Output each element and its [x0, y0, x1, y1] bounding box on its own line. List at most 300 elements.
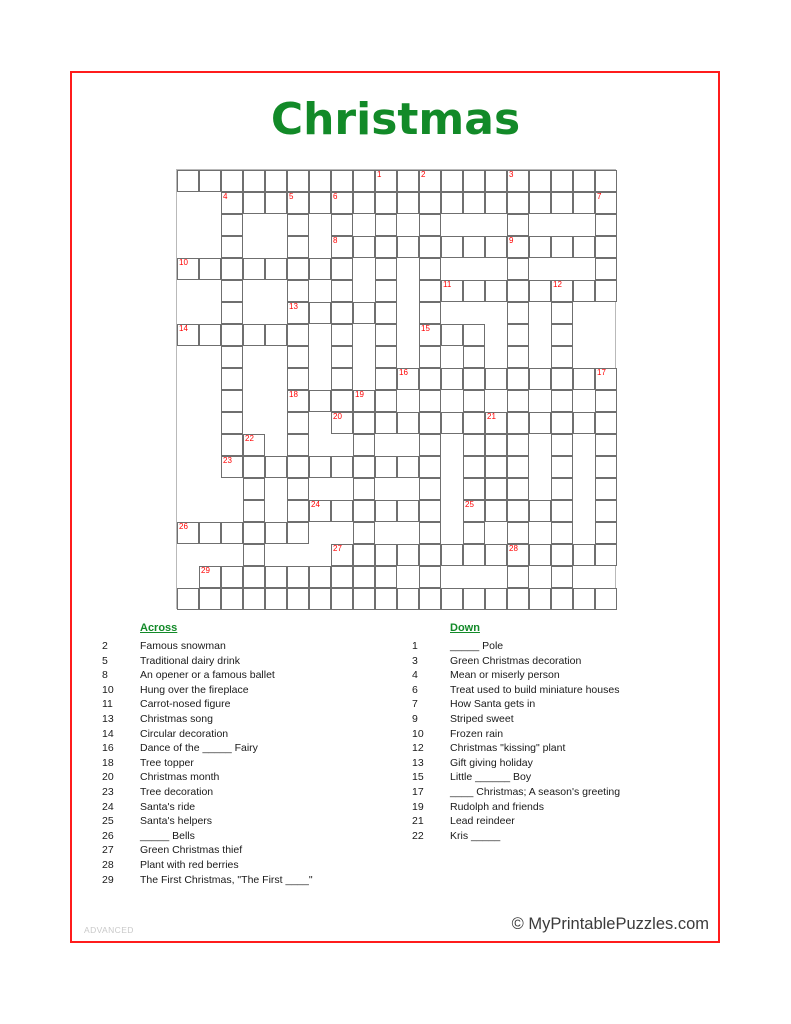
grid-cell[interactable] [287, 192, 309, 214]
clue-row [408, 741, 698, 756]
grid-cell[interactable] [287, 478, 309, 500]
grid-cell[interactable] [353, 302, 375, 324]
grid-cell[interactable] [507, 258, 529, 280]
grid-cell[interactable] [507, 368, 529, 390]
grid-cell[interactable] [529, 368, 551, 390]
crossword-grid-wrap [176, 169, 616, 609]
page-title: Christmas [270, 94, 521, 145]
grid-cell[interactable] [243, 258, 265, 280]
grid-cell[interactable] [507, 588, 529, 610]
clue-row [98, 712, 398, 727]
grid-cell[interactable] [221, 280, 243, 302]
grid-cell[interactable] [529, 588, 551, 610]
grid-cell[interactable] [177, 324, 199, 346]
grid-cell[interactable] [243, 170, 265, 192]
grid-cell[interactable] [287, 566, 309, 588]
grid-cell[interactable] [221, 302, 243, 324]
clue-text: ____ Christmas; A season's greeting [450, 785, 621, 798]
grid-cell[interactable] [529, 192, 551, 214]
grid-cell[interactable] [419, 258, 441, 280]
grid-cell[interactable] [573, 170, 595, 192]
grid-cell[interactable] [485, 478, 507, 500]
grid-cell[interactable] [353, 522, 375, 544]
grid-cell[interactable] [199, 324, 221, 346]
grid-cell[interactable] [595, 170, 617, 192]
grid-cell[interactable] [441, 544, 463, 566]
grid-cell[interactable] [265, 258, 287, 280]
grid-cell[interactable] [485, 500, 507, 522]
clue-row [408, 697, 698, 712]
grid-cell[interactable] [419, 456, 441, 478]
grid-cell[interactable] [221, 236, 243, 258]
grid-cell[interactable] [507, 192, 529, 214]
grid-cell[interactable] [551, 170, 573, 192]
grid-cell[interactable] [287, 214, 309, 236]
grid-cell[interactable] [419, 346, 441, 368]
grid-cell[interactable] [287, 258, 309, 280]
grid-cell[interactable] [243, 324, 265, 346]
grid-cell[interactable] [265, 170, 287, 192]
grid-cell[interactable] [463, 280, 485, 302]
grid-cell[interactable] [221, 170, 243, 192]
grid-cell[interactable] [441, 170, 463, 192]
grid-cell[interactable] [287, 500, 309, 522]
grid-cell[interactable] [441, 588, 463, 610]
clue-number: 26 [102, 829, 114, 842]
grid-cell[interactable] [507, 412, 529, 434]
grid-cell[interactable] [507, 280, 529, 302]
grid-cell[interactable] [287, 390, 309, 412]
grid-cell[interactable] [331, 192, 353, 214]
grid-cell[interactable] [485, 544, 507, 566]
grid-cell[interactable] [595, 258, 617, 280]
grid-cell[interactable] [287, 522, 309, 544]
grid-cell[interactable] [199, 566, 221, 588]
grid-cell[interactable] [507, 236, 529, 258]
grid-cell[interactable] [507, 566, 529, 588]
grid-cell-number: 7 [597, 192, 602, 201]
grid-cell[interactable] [507, 170, 529, 192]
grid-cell[interactable] [309, 588, 331, 610]
grid-cell[interactable] [353, 412, 375, 434]
grid-cell[interactable] [551, 522, 573, 544]
clue-row [98, 756, 398, 771]
grid-cell[interactable] [375, 236, 397, 258]
grid-cell[interactable] [441, 412, 463, 434]
grid-cell[interactable] [529, 170, 551, 192]
grid-cell[interactable] [595, 522, 617, 544]
grid-cell[interactable] [485, 170, 507, 192]
grid-cell[interactable] [375, 390, 397, 412]
grid-cell-number: 21 [487, 412, 496, 421]
grid-cell[interactable] [331, 544, 353, 566]
grid-cell[interactable] [397, 588, 419, 610]
grid-cell[interactable] [419, 566, 441, 588]
grid-cell[interactable] [397, 170, 419, 192]
grid-cell[interactable] [243, 192, 265, 214]
grid-cell[interactable] [265, 522, 287, 544]
grid-cell[interactable] [463, 544, 485, 566]
grid-cell[interactable] [331, 346, 353, 368]
grid-cell[interactable] [595, 544, 617, 566]
grid-cell[interactable] [419, 500, 441, 522]
grid-cell[interactable] [397, 456, 419, 478]
grid-cell[interactable] [419, 170, 441, 192]
clue-text: Kris _____ [450, 829, 501, 842]
grid-cell[interactable] [309, 500, 331, 522]
grid-cell[interactable] [507, 456, 529, 478]
grid-cell[interactable] [287, 588, 309, 610]
grid-cell[interactable] [529, 500, 551, 522]
clue-row [98, 785, 398, 800]
grid-cell[interactable] [353, 588, 375, 610]
grid-cell[interactable] [287, 302, 309, 324]
grid-cell[interactable] [331, 280, 353, 302]
grid-cell-number: 12 [553, 280, 562, 289]
grid-cell[interactable] [331, 566, 353, 588]
grid-cell[interactable] [331, 258, 353, 280]
grid-cell[interactable] [485, 368, 507, 390]
grid-cell[interactable] [199, 170, 221, 192]
grid-cell[interactable] [551, 192, 573, 214]
clue-text: Green Christmas decoration [450, 654, 582, 667]
grid-cell[interactable] [397, 412, 419, 434]
grid-cell[interactable] [485, 434, 507, 456]
grid-cell[interactable] [353, 192, 375, 214]
clue-text: Christmas song [140, 712, 213, 725]
clue-text: Santa's ride [140, 800, 196, 813]
grid-cell[interactable] [353, 236, 375, 258]
clue-number: 25 [102, 815, 114, 828]
grid-cell[interactable] [353, 566, 375, 588]
grid-cell[interactable] [595, 192, 617, 214]
grid-cell[interactable] [287, 456, 309, 478]
grid-cell[interactable] [419, 434, 441, 456]
grid-cell[interactable] [419, 280, 441, 302]
grid-cell[interactable] [419, 478, 441, 500]
grid-cell[interactable] [551, 500, 573, 522]
grid-cell[interactable] [309, 566, 331, 588]
grid-cell[interactable] [331, 302, 353, 324]
grid-cell[interactable] [551, 456, 573, 478]
grid-cell[interactable] [397, 192, 419, 214]
grid-cell[interactable] [287, 434, 309, 456]
grid-cell[interactable] [221, 324, 243, 346]
grid-cell[interactable] [507, 346, 529, 368]
grid-cell[interactable] [419, 368, 441, 390]
grid-cell[interactable] [551, 324, 573, 346]
clue-number: 12 [412, 742, 424, 755]
grid-cell[interactable] [529, 544, 551, 566]
grid-cell[interactable] [265, 566, 287, 588]
grid-cell[interactable] [243, 456, 265, 478]
grid-cell[interactable] [221, 214, 243, 236]
grid-cell[interactable] [287, 346, 309, 368]
grid-cell[interactable] [265, 192, 287, 214]
grid-cell[interactable] [529, 280, 551, 302]
grid-cell[interactable] [463, 368, 485, 390]
grid-cell[interactable] [177, 522, 199, 544]
grid-cell[interactable] [177, 588, 199, 610]
grid-cell[interactable] [177, 170, 199, 192]
grid-cell[interactable] [243, 522, 265, 544]
grid-cell[interactable] [507, 500, 529, 522]
grid-cell[interactable] [463, 192, 485, 214]
grid-cell[interactable] [221, 368, 243, 390]
grid-cell[interactable] [221, 588, 243, 610]
grid-cell[interactable] [331, 412, 353, 434]
grid-cell[interactable] [397, 500, 419, 522]
grid-cell[interactable] [573, 192, 595, 214]
grid-cell[interactable] [375, 412, 397, 434]
grid-cell[interactable] [485, 588, 507, 610]
grid-cell[interactable] [419, 192, 441, 214]
grid-cell[interactable] [287, 170, 309, 192]
grid-cell[interactable] [441, 192, 463, 214]
grid-cell[interactable] [419, 522, 441, 544]
grid-cell[interactable] [441, 324, 463, 346]
grid-cell-number: 9 [509, 236, 514, 245]
grid-cell[interactable] [309, 170, 331, 192]
grid-cell[interactable] [199, 588, 221, 610]
grid-cell[interactable] [331, 500, 353, 522]
footer-credit: © MyPrintablePuzzles.com [511, 915, 709, 933]
grid-cell[interactable] [221, 412, 243, 434]
clue-row [408, 683, 698, 698]
grid-cell[interactable] [419, 324, 441, 346]
clue-number: 24 [102, 800, 114, 813]
grid-cell[interactable] [573, 412, 595, 434]
grid-cell[interactable] [551, 434, 573, 456]
clue-number: 16 [102, 742, 114, 755]
grid-cell[interactable] [375, 280, 397, 302]
grid-cell[interactable] [331, 214, 353, 236]
grid-cell[interactable] [177, 258, 199, 280]
grid-cell[interactable] [287, 324, 309, 346]
grid-cell[interactable] [375, 588, 397, 610]
grid-cell[interactable] [595, 214, 617, 236]
grid-cell[interactable] [287, 236, 309, 258]
grid-cell[interactable] [463, 500, 485, 522]
grid-cell[interactable] [551, 544, 573, 566]
grid-cell[interactable] [507, 324, 529, 346]
grid-cell-number: 11 [443, 280, 452, 289]
grid-cell[interactable] [551, 346, 573, 368]
grid-cell[interactable] [463, 522, 485, 544]
grid-cell[interactable] [221, 566, 243, 588]
grid-cell[interactable] [375, 346, 397, 368]
grid-cell[interactable] [353, 170, 375, 192]
grid-cell[interactable] [309, 258, 331, 280]
grid-cell[interactable] [551, 412, 573, 434]
grid-cell[interactable] [595, 434, 617, 456]
grid-cell[interactable] [375, 214, 397, 236]
grid-cell[interactable] [419, 390, 441, 412]
grid-cell[interactable] [573, 368, 595, 390]
grid-cell[interactable] [375, 258, 397, 280]
grid-cell[interactable] [353, 478, 375, 500]
grid-cell[interactable] [375, 170, 397, 192]
grid-cell[interactable] [375, 368, 397, 390]
clue-text: Circular decoration [140, 727, 229, 740]
grid-cell[interactable] [221, 346, 243, 368]
grid-cell[interactable] [485, 280, 507, 302]
grid-cell[interactable] [287, 412, 309, 434]
grid-cell[interactable] [221, 522, 243, 544]
grid-cell[interactable] [353, 390, 375, 412]
grid-cell[interactable] [287, 280, 309, 302]
grid-cell[interactable] [199, 258, 221, 280]
grid-cell[interactable] [353, 434, 375, 456]
grid-cell[interactable] [221, 258, 243, 280]
grid-cell[interactable] [353, 456, 375, 478]
grid-cell[interactable] [485, 192, 507, 214]
grid-cell[interactable] [463, 346, 485, 368]
grid-cell[interactable] [463, 456, 485, 478]
grid-cell[interactable] [551, 566, 573, 588]
grid-cell-number: 28 [509, 544, 518, 553]
grid-cell[interactable] [551, 368, 573, 390]
grid-cell[interactable] [507, 302, 529, 324]
grid-cell[interactable] [551, 280, 573, 302]
grid-cell[interactable] [441, 368, 463, 390]
clue-row [98, 697, 398, 712]
clue-number: 23 [102, 785, 114, 798]
clue-number: 21 [412, 815, 424, 828]
grid-cell[interactable] [375, 302, 397, 324]
grid-cell[interactable] [331, 456, 353, 478]
grid-cell[interactable] [375, 456, 397, 478]
grid-cell[interactable] [265, 588, 287, 610]
grid-cell[interactable] [331, 588, 353, 610]
grid-cell[interactable] [507, 390, 529, 412]
grid-cell[interactable] [397, 368, 419, 390]
grid-cell[interactable] [243, 434, 265, 456]
grid-cell[interactable] [551, 478, 573, 500]
grid-cell[interactable] [463, 170, 485, 192]
grid-cell[interactable] [551, 236, 573, 258]
grid-cell[interactable] [595, 412, 617, 434]
crossword-grid[interactable] [176, 169, 616, 609]
grid-cell[interactable] [221, 390, 243, 412]
grid-cell[interactable] [419, 302, 441, 324]
grid-cell[interactable] [507, 214, 529, 236]
grid-cell[interactable] [507, 522, 529, 544]
grid-cell[interactable] [419, 588, 441, 610]
grid-cell[interactable] [441, 236, 463, 258]
grid-cell[interactable] [551, 390, 573, 412]
grid-cell[interactable] [573, 588, 595, 610]
grid-cell[interactable] [309, 302, 331, 324]
grid-cell[interactable] [529, 412, 551, 434]
grid-cell[interactable] [507, 434, 529, 456]
grid-cell[interactable] [419, 214, 441, 236]
grid-cell[interactable] [265, 456, 287, 478]
grid-cell[interactable] [331, 368, 353, 390]
grid-cell[interactable] [463, 236, 485, 258]
grid-cell[interactable] [221, 456, 243, 478]
grid-cell[interactable] [463, 478, 485, 500]
grid-cell[interactable] [353, 500, 375, 522]
grid-cell[interactable] [375, 500, 397, 522]
grid-cell[interactable] [243, 588, 265, 610]
grid-cell[interactable] [397, 544, 419, 566]
grid-cell[interactable] [595, 280, 617, 302]
grid-cell[interactable] [221, 192, 243, 214]
clue-number: 13 [412, 756, 424, 769]
grid-cell[interactable] [463, 412, 485, 434]
grid-cell[interactable] [573, 280, 595, 302]
grid-cell[interactable] [375, 566, 397, 588]
grid-cell[interactable] [595, 588, 617, 610]
grid-cell[interactable] [485, 236, 507, 258]
grid-cell[interactable] [419, 236, 441, 258]
clue-row [408, 785, 698, 800]
grid-cell[interactable] [243, 566, 265, 588]
grid-cell[interactable] [595, 478, 617, 500]
grid-cell[interactable] [331, 324, 353, 346]
grid-cell[interactable] [529, 236, 551, 258]
clue-row [98, 873, 398, 888]
grid-cell[interactable] [309, 390, 331, 412]
grid-cell[interactable] [595, 236, 617, 258]
grid-cell[interactable] [331, 170, 353, 192]
clue-row [408, 800, 698, 815]
grid-cell[interactable] [463, 588, 485, 610]
grid-cell[interactable] [595, 368, 617, 390]
grid-cell[interactable] [243, 500, 265, 522]
grid-cell[interactable] [265, 324, 287, 346]
grid-cell[interactable] [419, 544, 441, 566]
grid-cell-number: 20 [333, 412, 342, 421]
grid-cell-number: 22 [245, 434, 254, 443]
grid-cell[interactable] [551, 588, 573, 610]
clue-text: Frozen rain [450, 727, 504, 740]
grid-cell[interactable] [595, 500, 617, 522]
grid-cell[interactable] [485, 412, 507, 434]
grid-cell[interactable] [573, 236, 595, 258]
grid-cell[interactable] [463, 390, 485, 412]
grid-cell[interactable] [353, 544, 375, 566]
grid-cell[interactable] [507, 544, 529, 566]
grid-cell[interactable] [375, 544, 397, 566]
grid-cell[interactable] [199, 522, 221, 544]
grid-cell[interactable] [507, 478, 529, 500]
grid-cell[interactable] [463, 324, 485, 346]
grid-cell[interactable] [551, 302, 573, 324]
grid-cell[interactable] [595, 390, 617, 412]
grid-cell[interactable] [309, 192, 331, 214]
grid-cell[interactable] [463, 434, 485, 456]
clue-row [98, 829, 398, 844]
grid-cell[interactable] [419, 412, 441, 434]
grid-cell[interactable] [375, 324, 397, 346]
grid-cell[interactable] [243, 544, 265, 566]
grid-cell[interactable] [331, 236, 353, 258]
grid-cell[interactable] [309, 456, 331, 478]
grid-cell[interactable] [441, 280, 463, 302]
grid-cell[interactable] [573, 544, 595, 566]
grid-cell[interactable] [375, 192, 397, 214]
grid-cell[interactable] [331, 390, 353, 412]
grid-cell[interactable] [243, 478, 265, 500]
grid-cell[interactable] [397, 236, 419, 258]
clue-number: 22 [412, 829, 424, 842]
grid-cell[interactable] [595, 456, 617, 478]
grid-cell[interactable] [221, 434, 243, 456]
grid-cell[interactable] [485, 456, 507, 478]
grid-cell[interactable] [287, 368, 309, 390]
